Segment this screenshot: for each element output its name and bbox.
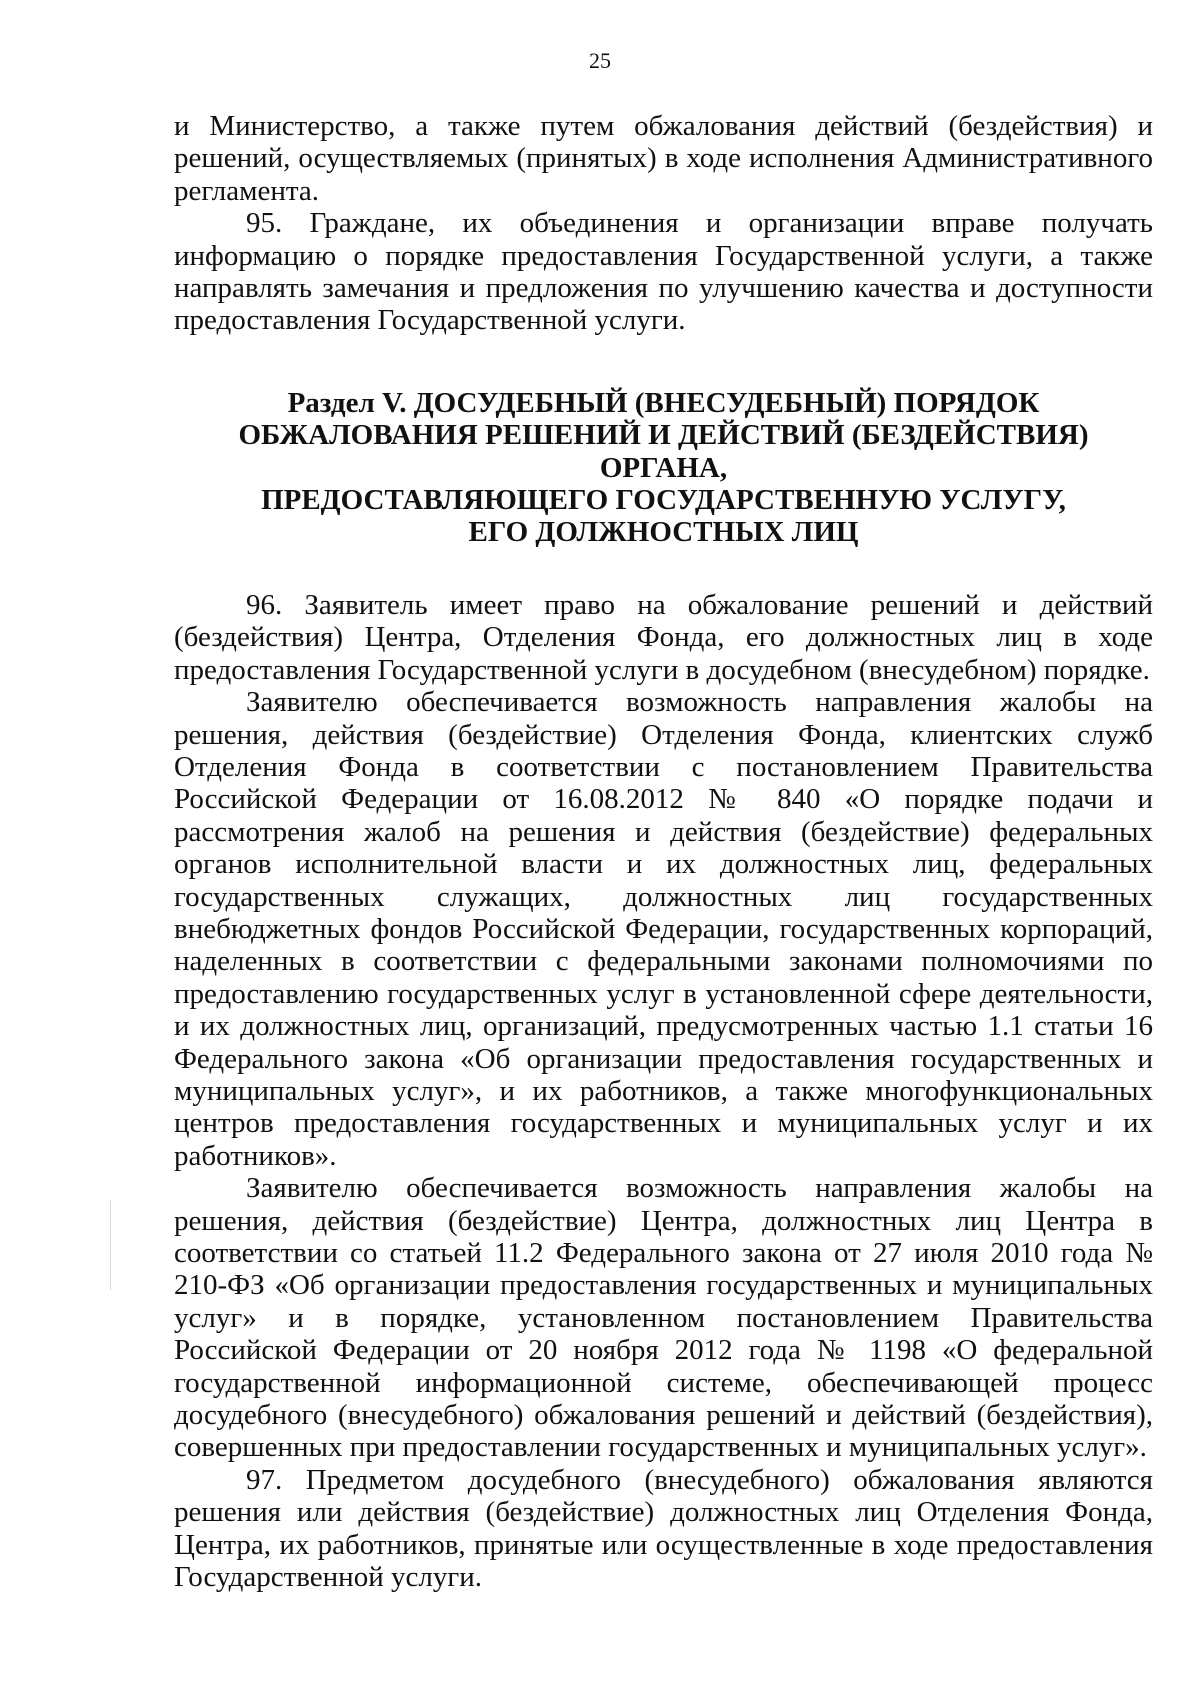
document-body	[174, 110, 1153, 1593]
section-heading	[174, 387, 1153, 549]
page-number: 25	[589, 48, 611, 73]
section-heading-line: ОБЖАЛОВАНИЯ РЕШЕНИЙ И ДЕЙСТВИЙ (БЕЗДЕЙСТВИЯ) ОРГАНА,	[238, 419, 1089, 484]
scan-artifact	[110, 1200, 111, 1290]
paragraph-97: 97. Предметом досудебного (внесудебного) обжалования являются решения или действия (бездействие) должностных лиц Отделения Фонда, Центра, их работников, принятые или осуществленные в ходе предоставления Государственной услуги.	[174, 1463, 1153, 1594]
paragraph-96: 96. Заявитель имеет право на обжалование решений и действий (бездействия) Центра, Отделения Фонда, его должностных лиц в ходе предоставления Государственной услуги в досудебном (внесудебном) порядке.	[174, 588, 1153, 686]
paragraph-continuation: и Министерство, а также путем обжалования действий (бездействия) и решений, осуществляемых (принятых) в ходе исполнения Административного регламента.	[174, 110, 1153, 207]
section-heading-line: Раздел V. ДОСУДЕБНЫЙ (ВНЕСУДЕБНЫЙ) ПОРЯДОК	[287, 386, 1040, 419]
paragraph-95: 95. Граждане, их объединения и организации вправе получать информацию о порядке предоставления Государственной услуги, а также направлять замечания и предложения по улучшению качества и доступности предоставления Государственной услуги.	[174, 207, 1153, 337]
section-heading-line: ЕГО ДОЛЖНОСТНЫХ ЛИЦ	[468, 516, 859, 549]
paragraph-complaint-fund: Заявителю обеспечивается возможность направления жалобы на решения, действия (бездействие) Отделения Фонда, клиентских служб Отделения Фонда в соответствии с постановлением Правительства Российской Федерации от 16.08.2012 № 840 «О порядке подачи и рассмотрения жалоб на решения и действия (бездействие) федеральных органов исполнительной власти и их должностных лиц, федеральных государственных служащих, должностных лиц государственных внебюджетных фондов Российской Федерации, государственных корпораций, наделенных в соответствии с федеральными законами полномочиями по предоставлению государственных услуг в установленной сфере деятельности, и их должностных лиц, организаций, предусмотренных частью 1.1 статьи 16 Федерального закона «Об организации предоставления государственных и муниципальных услуг», и их работников, а также многофункциональных центров предоставления государственных и муниципальных услуг и их работников».	[174, 686, 1153, 1172]
paragraph-complaint-center: Заявителю обеспечивается возможность направления жалобы на решения, действия (бездействие) Центра, должностных лиц Центра в соответствии со статьей 11.2 Федерального закона от 27 июля 2010 года № 210-ФЗ «Об организации предоставления государственных и муниципальных услуг» и в порядке, установленном постановлением Правительства Российской Федерации от 20 ноября 2012 года № 1198 «О федеральной государственной информационной системе, обеспечивающей процесс досудебного (внесудебного) обжалования решений и действий (бездействия), совершенных при предоставлении государственных и муниципальных услуг».	[174, 1172, 1153, 1464]
section-heading-line: ПРЕДОСТАВЛЯЮЩЕГО ГОСУДАРСТВЕННУЮ УСЛУГУ,	[261, 484, 1066, 517]
